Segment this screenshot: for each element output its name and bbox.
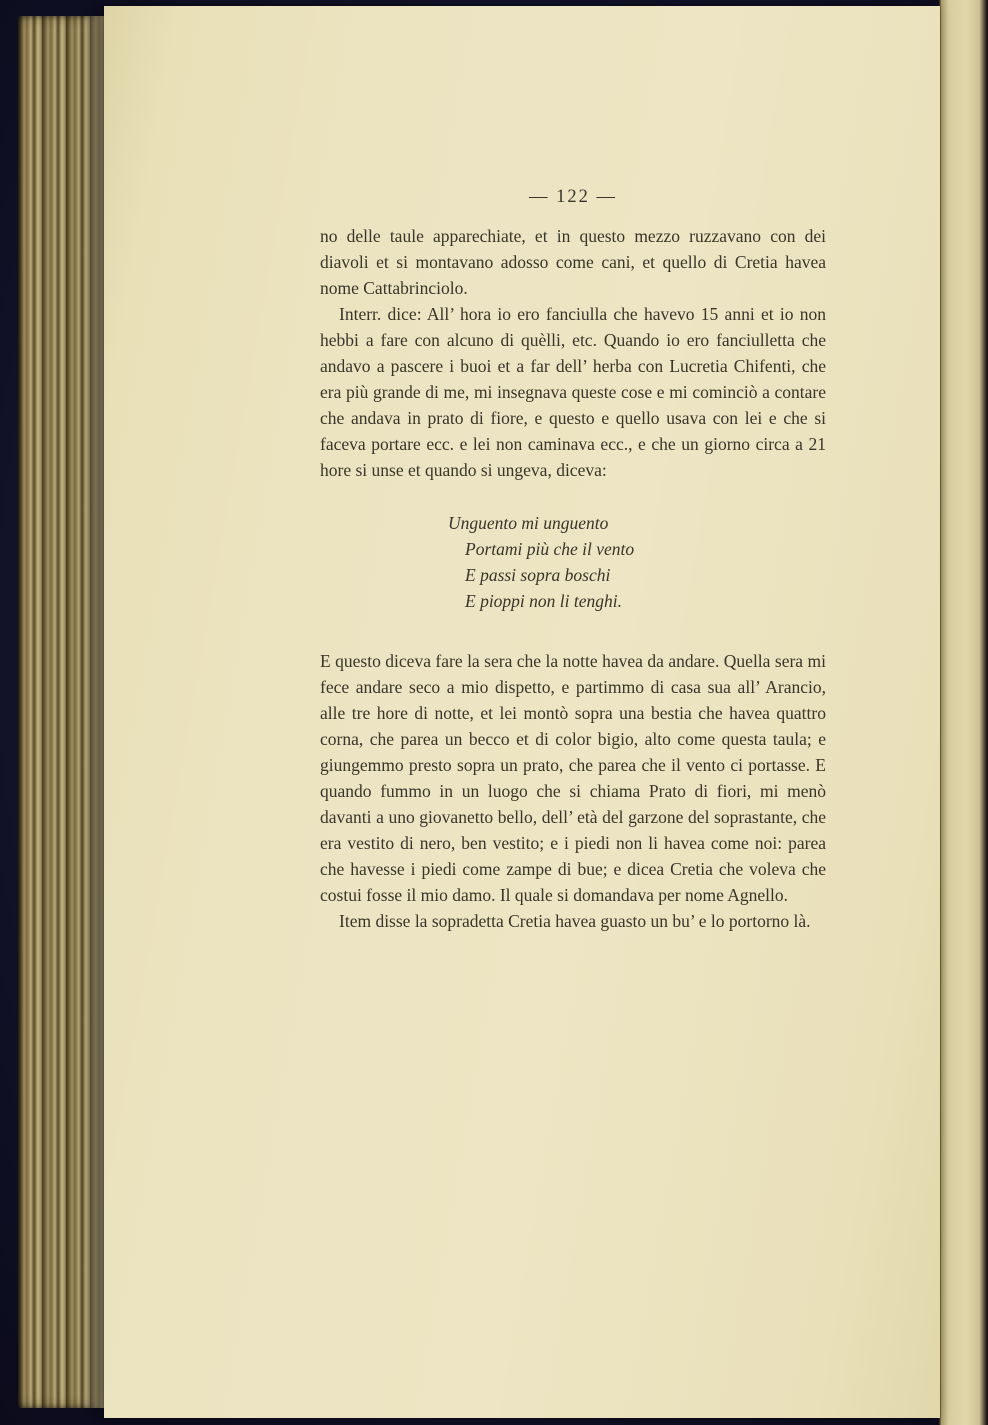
verse-line: Portami più che il vento	[465, 539, 635, 559]
verse-line: E passi sopra boschi	[465, 565, 611, 585]
verse-line: Unguento mi unguento	[448, 513, 609, 533]
paragraph-narrative: E questo diceva fare la sera che la notte havea da andare. Quella sera mi fece andare seco a mio dispetto, e partimmo di casa sua all’ Arancio, alle tre hore di notte, et lei montò sopra una bestia che havea quattro corna, che parea un becco et di color bigio, alto come questa taula; e giungemmo presto sopra un prato, che parea che il vento ci portasse. E quando fummo in un luogo che si chiama Prato di fiori, mi menò davanti a uno giovanetto bello, dell’ età del garzone del soprastante, che era vestito di nero, ben vestito; e i piedi non li havea come noi: parea che havesse i piedi come zampe di bue; e dicea Cretia che voleva che costui fosse il mio damo. Il quale si domandava per nome Agnello.	[320, 651, 826, 905]
verse-line: E pioppi non li tenghi.	[465, 591, 623, 611]
paragraph-interrogation: Interr. dice: All’ hora io ero fanciulla che havevo 15 anni et io non hebbi a fare con alcuno di quèlli, etc. Quando io ero fanciulletta che andavo a pascere i buoi et a far dell’ herba con Lucretia Chifenti, che era più grande di me, mi insegnava queste cose e mi cominciò a contare che andava in prato di fiore, e questo e quello usava con lei e che si faceva portare ecc. e lei non caminava ecc., e che un giorno circa a 21 hore si unse et quando si ungeva, diceva:	[320, 304, 826, 480]
paragraph-item: Item disse la sopradetta Cretia havea guasto un bu’ e lo portorno là.	[339, 911, 811, 931]
paragraph-continuation: no delle taule apparechiate, et in questo mezzo ruzzavano con dei diavoli et si montavano adosso come cani, et quello di Cretia havea nome Cattabrinciolo.	[320, 226, 826, 298]
right-page-edge	[940, 0, 988, 1425]
book-page	[104, 6, 940, 1418]
page-number: — 122 —	[529, 187, 617, 207]
page-stack-edges	[18, 16, 108, 1408]
verse-block	[448, 510, 826, 614]
page-text-block	[320, 184, 826, 934]
